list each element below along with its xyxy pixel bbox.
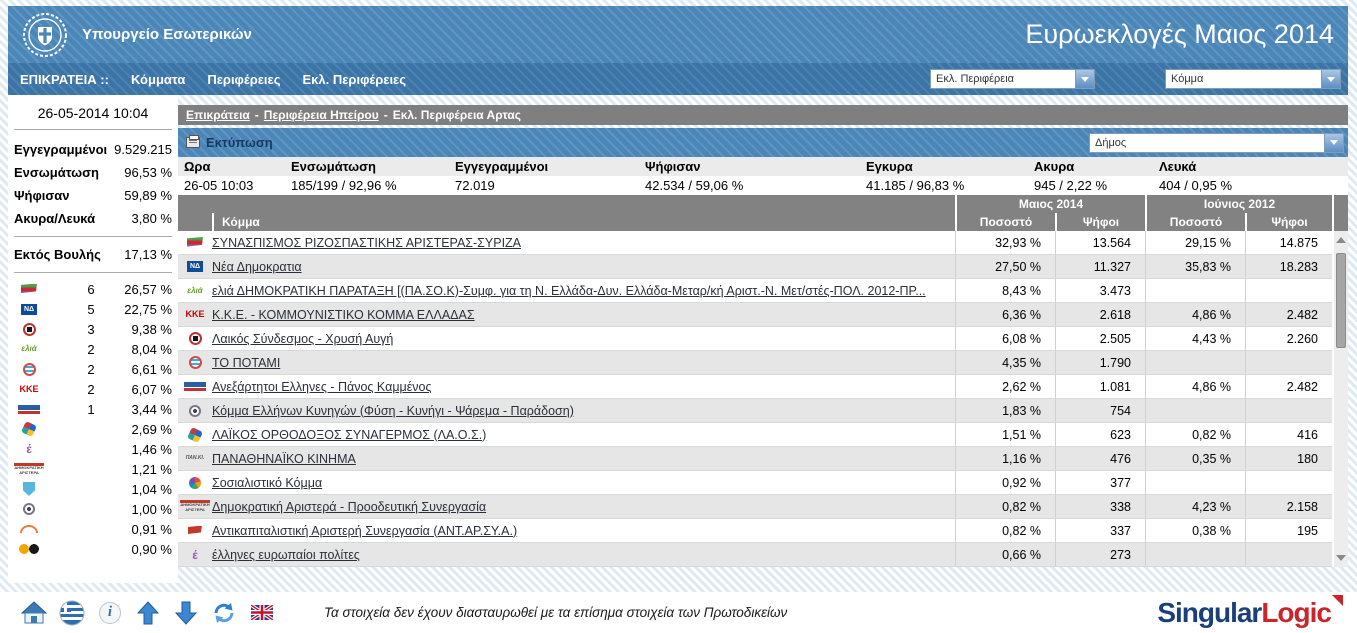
party-percent: 1,04 %	[131, 481, 172, 497]
main-content	[178, 95, 1348, 567]
elia-logo: ελιά	[187, 285, 203, 295]
table-row: ΣΥΝΑΣΠΙΣΜΟΣ ΡΙΖΟΣΠΑΣΤΙΚΗΣ ΑΡΙΣΤΕΡΑΣ-ΣΥΡΙΖΑ 32,93 % 13.564 29,15 % 14.875	[178, 231, 1332, 255]
party-percent: 26,57 %	[124, 281, 172, 297]
table-row: ΝΔ Νέα Δημοκρατια 27,50 % 11.327 35,83 % 18.283	[178, 255, 1332, 279]
region-select[interactable]	[930, 69, 1095, 89]
vertical-scrollbar[interactable]	[1332, 231, 1348, 567]
party-percent: 2,69 %	[131, 421, 172, 437]
column-votes-2014: Ψήφοι	[1055, 213, 1145, 231]
nav-item-perifereies[interactable]: Περιφέρειες	[207, 71, 281, 87]
party-seats: 3	[87, 321, 95, 337]
party-link[interactable]: ΛΑΪΚΟΣ ΟΡΘΟΔΟΞΟΣ ΣΥΝΑΓΕΡΜΟΣ (ΛΑ.Ο.Σ.)	[212, 427, 487, 442]
municipality-select-value: Δήμος	[1095, 136, 1127, 149]
party-link[interactable]: Σοσιαλιστικό Κόμμα	[212, 475, 323, 490]
nea-dimokratia-logo: ΝΔ	[14, 300, 44, 318]
laos-logo	[180, 426, 210, 444]
greek-coat-of-arms-icon	[22, 12, 68, 58]
syriza-logo	[14, 280, 44, 298]
party-percent: 8,04 %	[131, 341, 172, 357]
party-seats: 1	[87, 401, 95, 417]
party-link[interactable]: ελιά ΔΗΜΟΚΡΑΤΙΚΗ ΠΑΡΑΤΑΞΗ [(ΠΑ.ΣΟ.Κ)-Συμφ. για τη Ν. Ελλάδα-Δυν. Ελλάδα-Μεταρ/κή Αριστ.-Ν. Μετ/στές-ΠΟΛ. 2012-ΠΡ...	[212, 283, 926, 298]
chevron-down-icon[interactable]	[1075, 70, 1094, 88]
party-link[interactable]: ΣΥΝΑΣΠΙΣΜΟΣ ΡΙΖΟΣΠΑΣΤΙΚΗΣ ΑΡΙΣΤΕΡΑΣ-ΣΥΡΙΖΑ	[212, 235, 522, 250]
region-select-value: Εκλ. Περιφέρεια	[936, 73, 1014, 85]
home-icon[interactable]	[20, 599, 48, 627]
municipality-select[interactable]	[1089, 133, 1344, 153]
disclaimer-text: Τα στοιχεία δεν έχουν διασταυρωθεί με τα επίσημα στοιχεία των Πρωτοδικείων	[324, 605, 788, 620]
table-row: Κόμμα Ελλήνων Κυνηγών (Φύση - Κυνήγι - Ψάρεμα - Παράδοση) 1,83 % 754	[178, 399, 1332, 423]
party-seats: 6	[87, 281, 95, 297]
stat-label: Ψήφισαν	[14, 188, 70, 203]
table-row: ΔΗΜΟΚΡΑΤΙΚΗ ΑΡΙΣΤΕΡΑ Δημοκρατική Αριστερά - Προοδευτική Συνεργασία 0,82 % 338 4,23 % 2.158	[178, 495, 1332, 519]
dimokratiki-aristera-logo: ΔΗΜΟΚΡΑΤΙΚΗ ΑΡΙΣΤΕΡΑ	[14, 464, 44, 475]
kke-logo: ΚΚΕ	[185, 309, 205, 319]
laos-logo	[14, 420, 44, 438]
out-of-parliament-value: 17,13 %	[124, 247, 172, 262]
toolbar	[178, 128, 1348, 157]
singularlogic-logo: SingularLogic	[1157, 597, 1341, 629]
elia-logo: ελιά	[21, 344, 37, 353]
group-header-2012: Ιούνιος 2012	[1145, 195, 1332, 213]
party-percent: 1,21 %	[131, 461, 172, 477]
breadcrumb-current: Εκλ. Περιφέρεια Αρτας	[392, 108, 521, 122]
arrow-up-icon[interactable]	[134, 599, 162, 627]
table-row: Σοσιαλιστικό Κόμμα 0,92 % 377	[178, 471, 1332, 495]
print-button[interactable]: Εκτύπωση	[186, 135, 273, 150]
party-select-value: Κόμμα	[1171, 73, 1204, 85]
party-link[interactable]: Νέα Δημοκρατια	[212, 259, 302, 274]
column-party: Κόμμα	[212, 213, 955, 231]
sidebar-party-row	[14, 459, 172, 479]
column-votes-2012: Ψήφοι	[1245, 213, 1332, 231]
party-percent: 1,00 %	[131, 501, 172, 517]
sidebar-timestamp: 26-05-2014 10:04	[14, 101, 172, 130]
sidebar-party-row	[14, 399, 172, 419]
anel-logo	[180, 378, 210, 396]
stat-label: Εγγεγραμμένοι	[14, 142, 108, 157]
kynigoi-party-logo	[180, 402, 210, 420]
sosialistiko-komma-logo	[180, 474, 210, 492]
page-title: Ευρωεκλογές Μαιος 2014	[1025, 19, 1334, 49]
party-link[interactable]: Κ.Κ.Ε. - ΚΟΜΜΟΥΝΙΣΤΙΚΟ ΚΟΜΜΑ ΕΛΛΑΔΑΣ	[212, 307, 475, 322]
info-icon[interactable]: i	[96, 599, 124, 627]
party-link[interactable]: Αντικαπιταλιστική Αριστερή Συνεργασία (ΑΝΤ.ΑΡ.ΣΥ.Α.)	[212, 523, 518, 538]
sidebar-party-row	[14, 479, 172, 499]
sidebar-party-row	[14, 499, 172, 519]
party-seats: 2	[87, 341, 95, 357]
party-percent: 6,07 %	[131, 381, 172, 397]
party-percent: 9,38 %	[131, 321, 172, 337]
results-column-header	[178, 213, 1348, 231]
stat-value: 3,80 %	[131, 211, 172, 226]
breadcrumb: Επικράτεια - Περιφέρεια Ηπείρου - Εκλ. Περιφέρεια Αρτας	[178, 105, 1348, 125]
nav-item-ekl-perifereies[interactable]: Εκλ. Περιφέρειες	[302, 71, 406, 87]
kke-logo: ΚΚΕ	[19, 383, 39, 394]
sidebar-party-row	[14, 279, 172, 299]
sidebar-party-row	[14, 299, 172, 319]
potami-logo	[14, 360, 44, 378]
stat-label: Ακυρα/Λευκά	[14, 211, 96, 226]
party-link[interactable]: έλληνες ευρωπαίοι πολίτες	[212, 547, 360, 562]
table-row: ΤΟ ΠΟΤΑΜΙ 4,35 % 1.790	[178, 351, 1332, 375]
out-of-parliament-label: Εκτός Βουλής	[14, 247, 101, 262]
stat-value: 96,53 %	[124, 165, 172, 180]
table-row: Λαικός Σύνδεσμος - Χρυσή Αυγή 6,08 % 2.505 4,43 % 2.260	[178, 327, 1332, 351]
divider	[14, 236, 172, 237]
uk-flag-icon[interactable]	[248, 599, 276, 627]
syriza-logo	[180, 234, 210, 252]
party-percent: 1,46 %	[131, 441, 172, 457]
divider	[14, 272, 172, 273]
sidebar-party-row	[14, 539, 172, 559]
table-row: Αντικαπιταλιστική Αριστερή Συνεργασία (ΑΝΤ.ΑΡ.ΣΥ.Α.) 0,82 % 337 0,38 % 195	[178, 519, 1332, 543]
column-pct-2014: Ποσοστό	[955, 213, 1055, 231]
scrollbar-thumb[interactable]	[1336, 253, 1346, 348]
sidebar-party-row	[14, 519, 172, 539]
scroll-up-icon[interactable]	[1334, 233, 1348, 247]
xrysi-avgi-logo	[180, 330, 210, 348]
party-seats: 2	[87, 361, 95, 377]
table-row: Ανεξάρτητοι Ελληνες - Πάνος Καμμένος 2,62 % 1.081 4,86 % 2.482	[178, 375, 1332, 399]
antarsya-logo	[180, 522, 210, 540]
column-pct-2012: Ποσοστό	[1145, 213, 1245, 231]
xrysi-avgi-logo	[14, 320, 44, 338]
app-header	[8, 6, 1348, 63]
sidebar-party-row	[14, 379, 172, 399]
printer-icon	[186, 137, 200, 148]
party-percent: 22,75 %	[124, 301, 172, 317]
nav-item-kommata[interactable]: Κόμματα	[130, 71, 186, 87]
stats-sidebar	[8, 95, 178, 583]
blue-shield-party-logo	[14, 480, 44, 498]
table-row: ΛΑΪΚΟΣ ΟΡΘΟΔΟΞΟΣ ΣΥΝΑΓΕΡΜΟΣ (ΛΑ.Ο.Σ.) 1,51 % 623 0,82 % 416	[178, 423, 1332, 447]
party-seats: 5	[87, 301, 95, 317]
refresh-icon[interactable]	[210, 599, 238, 627]
results-table	[178, 195, 1348, 567]
party-link[interactable]: Κόμμα Ελλήνων Κυνηγών (Φύση - Κυνήγι - Ψάρεμα - Παράδοση)	[212, 403, 574, 418]
summary-values-row: 26-05 10:03 185/199 / 92,96 % 72.019 42.534 / 59,06 % 41.185 / 96,83 % 945 / 2,22 % 404 / 0,95 %	[178, 176, 1348, 195]
stat-value: 9.529.215	[114, 142, 172, 157]
brand-triangle-icon	[1332, 595, 1343, 606]
table-row: ΚΚΕ Κ.Κ.Ε. - ΚΟΜΜΟΥΝΙΣΤΙΚΟ ΚΟΜΜΑ ΕΛΛΑΔΑΣ 6,36 % 2.618 4,86 % 2.482	[178, 303, 1332, 327]
group-header-2014: Μαιος 2014	[955, 195, 1145, 213]
sidebar-party-row	[14, 359, 172, 379]
ellines-evropaioi-polites-logo: έ	[26, 442, 32, 456]
table-row: ΠΑΝ.ΚΙ. ΠΑΝΑΘΗΝΑΪΚΟ ΚΙΝΗΜΑ 1,16 % 476 0,35 % 180	[178, 447, 1332, 471]
party-link[interactable]: Λαικός Σύνδεσμος - Χρυσή Αυγή	[212, 331, 394, 346]
table-row: έ έλληνες ευρωπαίοι πολίτες 0,66 % 273	[178, 543, 1332, 567]
table-row: ελιά ελιά ΔΗΜΟΚΡΑΤΙΚΗ ΠΑΡΑΤΑΞΗ [(ΠΑ.ΣΟ.Κ)-Συμφ. για τη Ν. Ελλάδα-Δυν. Ελλάδα-Μεταρ/κή Αριστ.-Ν. Μετ/στές-ΠΟΛ. 2012-ΠΡ... 8,43 % 3.473	[178, 279, 1332, 303]
pirates-oikologoi-logo	[14, 540, 44, 558]
potami-logo	[180, 354, 210, 372]
greek-flag-icon[interactable]	[58, 599, 86, 627]
sidebar-party-row	[14, 319, 172, 339]
summary-table	[178, 157, 1348, 195]
sidebar-party-row	[14, 419, 172, 439]
ministry-title: Υπουργείο Εσωτερικών	[82, 26, 252, 43]
party-link[interactable]: ΤΟ ΠΟΤΑΜΙ	[212, 355, 281, 370]
party-select[interactable]	[1165, 69, 1341, 89]
breadcrumb-epikrateia[interactable]: Επικράτεια	[186, 108, 250, 122]
party-link[interactable]: Δημοκρατική Αριστερά - Προοδευτική Συνεργασία	[212, 499, 487, 514]
summary-header-row: Ωρα Ενσωμάτωση Εγγεγραμμένοι Ψήφισαν Εγκυρα Ακυρα Λευκά	[178, 157, 1348, 176]
dimokratiki-aristera-logo: ΔΗΜΟΚΡΑΤΙΚΗ ΑΡΙΣΤΕΡΑ	[180, 502, 210, 512]
main-nav	[8, 63, 1348, 95]
stat-label: Ενσωμάτωση	[14, 165, 99, 180]
party-percent: 3,44 %	[131, 401, 172, 417]
party-link[interactable]: Ανεξάρτητοι Ελληνες - Πάνος Καμμένος	[212, 379, 432, 394]
anel-logo	[14, 400, 44, 418]
results-group-header	[178, 195, 1348, 213]
breadcrumb-perifereia-ipeirou[interactable]: Περιφέρεια Ηπείρου	[263, 108, 379, 122]
sidebar-party-row	[14, 439, 172, 459]
kynigoi-party-logo	[14, 500, 44, 518]
ellines-evropaioi-polites-logo: έ	[192, 547, 198, 562]
chevron-down-icon[interactable]	[1321, 70, 1340, 88]
nea-dimokratia-logo: ΝΔ	[180, 258, 210, 276]
sidebar-party-row	[14, 339, 172, 359]
scroll-down-icon[interactable]	[1334, 551, 1348, 565]
arrow-down-icon[interactable]	[172, 599, 200, 627]
footer	[0, 592, 1357, 633]
party-percent: 6,61 %	[131, 361, 172, 377]
panathinaiko-kinima-logo: ΠΑΝ.ΚΙ.	[185, 455, 205, 461]
party-percent: 0,90 %	[131, 541, 172, 557]
party-link[interactable]: ΠΑΝΑΘΗΝΑΪΚΟ ΚΙΝΗΜΑ	[212, 451, 356, 466]
party-percent: 0,91 %	[131, 521, 172, 537]
stat-value: 59,89 %	[124, 188, 172, 203]
party-seats: 2	[87, 381, 95, 397]
gefyres-party-logo	[14, 520, 44, 538]
chevron-down-icon[interactable]	[1324, 134, 1343, 152]
nav-territory[interactable]: ΕΠΙΚΡΑΤΕΙΑ ::	[20, 71, 109, 87]
